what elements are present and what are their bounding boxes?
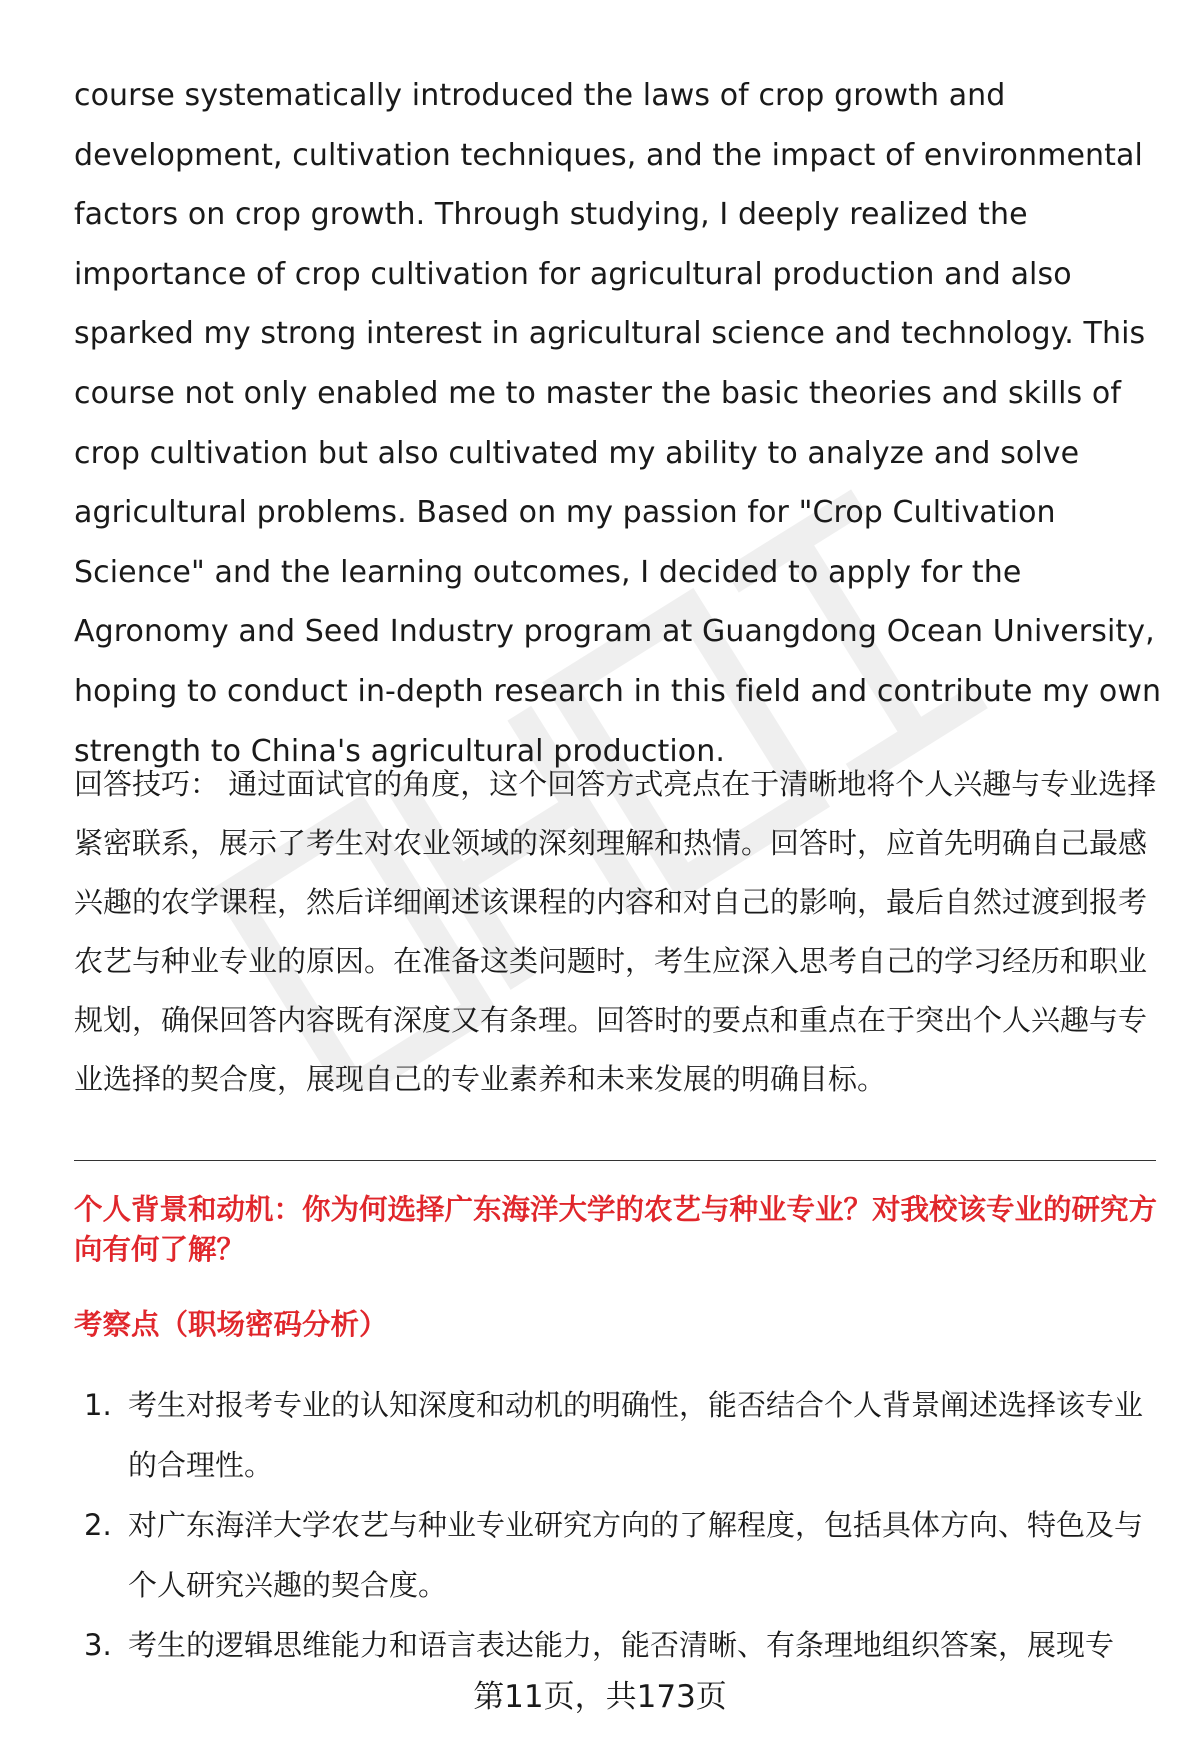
- answer-tips-paragraph: 回答技巧： 通过面试官的角度，这个回答方式亮点在于清晰地将个人兴趣与专业选择紧密联系，展示了考生对农业领域的深刻理解和热情。回答时，应首先明确自己最感兴趣的农学课程，然后详细阐述该课程的内容和对自己的影响，最后自然过渡到报考农艺与种业专业的原因。在准备这类问题时，考生应深入思考自己的学习经历和职业规划，确保回答内容既有深度又有条理。回答时的要点和重点在于突出个人兴趣与专业选择的契合度，展现自己的专业素养和未来发展的明确目标。: [74, 767, 1157, 1096]
- list-item-number: 2.: [84, 1508, 112, 1542]
- list-item-text: 对广东海洋大学农艺与种业专业研究方向的了解程度，包括具体方向、特色及与个人研究兴趣的契合度。: [128, 1508, 1144, 1602]
- list-item-text: 考生对报考专业的认知深度和动机的明确性，能否结合个人背景阐述选择该专业的合理性。: [128, 1388, 1144, 1482]
- list-item: [74, 1375, 1159, 1495]
- list-item: [74, 1495, 1159, 1615]
- list-item-number: 1.: [84, 1388, 112, 1422]
- list-item-text: 考生的逻辑思维能力和语言表达能力，能否清晰、有条理地组织答案，展现专: [128, 1628, 1115, 1662]
- section-divider: [74, 1160, 1156, 1161]
- page-number-footer: 第11页，共173页: [473, 1679, 727, 1715]
- list-item-number: 3.: [84, 1628, 112, 1662]
- assessment-points-heading: 考察点（职场密码分析）: [74, 1308, 388, 1341]
- assessment-points-list: [74, 1375, 1159, 1675]
- question-heading: 个人背景和动机：你为何选择广东海洋大学的农艺与种业专业？对我校该专业的研究方向有何了解？: [74, 1193, 1158, 1266]
- english-answer-paragraph: course systematically introduced the laws of crop growth and development, cultivation techniques, and the impact of environmental factors on crop growth. Through studying, I deeply realized the importance of crop cultivation for agricultural production and also sparked my strong interest in agricultural science and technology. This course not only enabled me to master the basic theories and skills of crop cultivation but also cultivated my ability to analyze and solve agricultural problems. Based on my passion for "Crop Cultivation Science" and the learning outcomes, I decided to apply for the Agronomy and Seed Industry program at Guangdong Ocean University, hoping to conduct in-depth research in this field and contribute my own strength to China's agricultural production.: [74, 78, 1162, 769]
- list-item: [74, 1615, 1159, 1675]
